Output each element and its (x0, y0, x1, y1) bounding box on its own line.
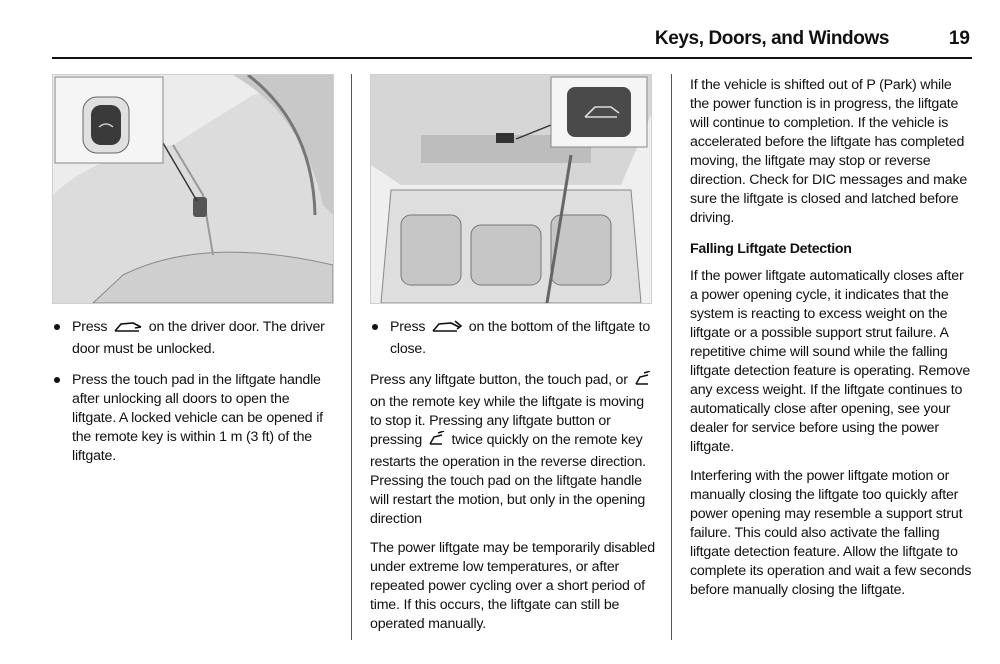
paragraph-text: Press any liftgate button, the touch pad, or (370, 372, 628, 388)
column-divider (671, 74, 672, 640)
driver-door-illustration (52, 74, 334, 304)
list-item: Press the touch pad in the liftgate handle after unlocking all doors to open the liftgate. A locked vehicle can be opened if the remote key is within 1 m (3 ft) of the liftgate. (52, 371, 332, 466)
paragraph-text: on the remote key while the liftgate is moving to stop it. Pressing any liftgate button or pressing (370, 394, 644, 448)
header-rule (52, 57, 972, 59)
bullet-suffix: on the bottom of the liftgate to close. (390, 319, 651, 357)
paragraph: If the vehicle is shifted out of P (Park) while the power function is in progress, the liftgate will continue to completion. If the vehicle is accelerated before the liftgate has completed moving, the liftgate may stop or reverse direction. Check for DIC messages and make sure the liftgate is closed and latched before driving. (690, 77, 968, 226)
column-3 (690, 76, 974, 610)
column-divider (351, 74, 352, 640)
remote-liftgate-icon (634, 371, 652, 393)
paragraph: If the power liftgate automatically closes after a power opening cycle, it indicates that the system is reacting to excess weight on the liftgate or a possible support strut failure. A repetitive chime will sound while the falling liftgate detection feature is operating. Remove any excess weight. If the liftgate continues to automatically close after opening, see your dealer for service before using the power liftgate. (690, 268, 971, 455)
bullet-prefix: Press (390, 319, 426, 335)
page-header (0, 0, 1000, 62)
remote-liftgate-icon (428, 431, 446, 453)
bullet-suffix: on the driver door. The driver door must be unlocked. (72, 319, 325, 357)
page-number: 19 (948, 28, 970, 49)
liftgate-close-button-icon (431, 320, 463, 340)
column-2 (370, 74, 656, 644)
liftgate-illustration (370, 74, 652, 304)
liftgate-button-icon (113, 320, 143, 340)
bullet-prefix: Press (72, 319, 108, 335)
list-item (52, 318, 332, 359)
section-title: Keys, Doors, and Windows (654, 28, 889, 49)
list-item (370, 318, 656, 359)
section-heading: Falling Liftgate Detection (690, 241, 852, 257)
paragraph-text: twice quickly on the remote key restarts the operation in the reverse direction. Pressing the touch pad on the liftgate handle will restart the motion, but only in the opening direction (370, 432, 646, 527)
paragraph (370, 371, 656, 529)
paragraph: Interfering with the power liftgate motion or manually closing the liftgate too quickly after power opening may resemble a support strut failure. This could also activate the falling liftgate detection feature. Allow the liftgate to complete its operation and wait a few seconds before manually closing the liftgate. (690, 468, 972, 598)
paragraph: The power liftgate may be temporarily disabled under extreme low temperatures, or after repeated power cycling over a short period of time. If this occurs, the liftgate can still be operated manually. (370, 540, 655, 632)
column-1 (52, 74, 332, 478)
